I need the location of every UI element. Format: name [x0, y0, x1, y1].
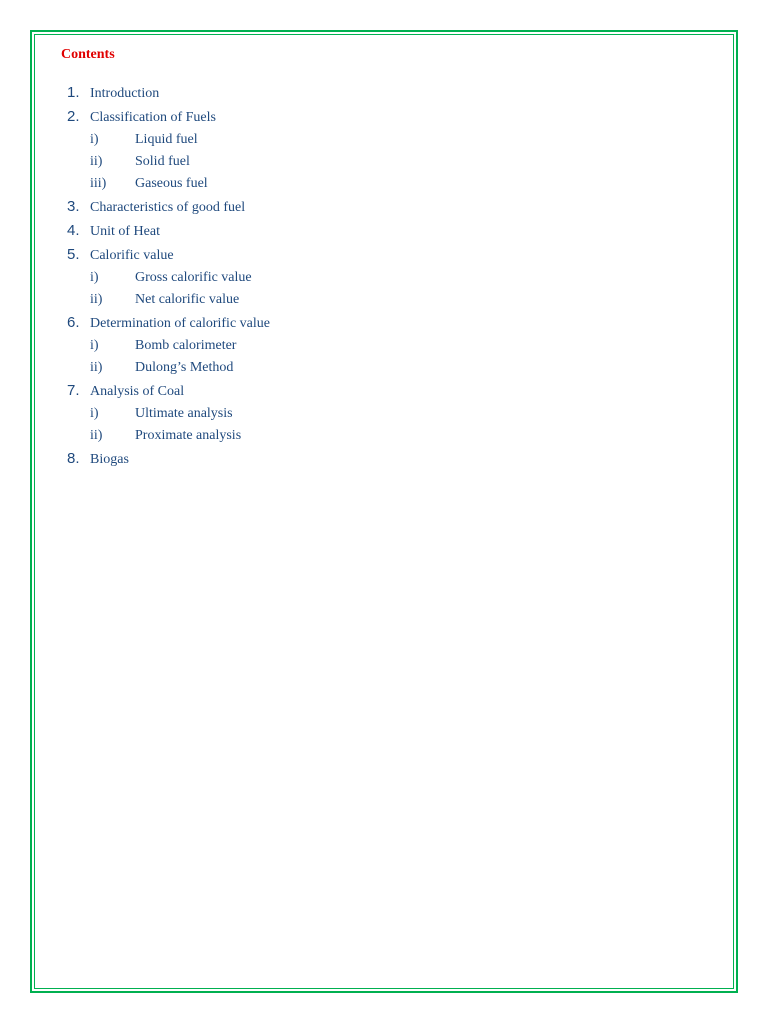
sub-item-label: Liquid fuel [135, 132, 198, 147]
sub-item [61, 267, 701, 289]
contents-item [61, 81, 701, 105]
item-label: Introduction [90, 86, 160, 101]
contents-item [61, 447, 701, 471]
contents-item [61, 219, 701, 243]
sub-item [61, 357, 701, 379]
sub-item-label: Gaseous fuel [135, 176, 208, 191]
sub-item-number: ii) [90, 428, 103, 443]
item-number: 2. [67, 108, 80, 125]
item-number: 4. [67, 222, 80, 239]
sub-item-number: i) [90, 406, 99, 421]
contents-item [61, 195, 701, 219]
item-label: Analysis of Coal [90, 384, 185, 399]
item-number: 1. [67, 84, 80, 101]
item-label: Unit of Heat [90, 224, 160, 239]
sub-item [61, 425, 701, 447]
sub-item-label: Net calorific value [135, 292, 240, 307]
sub-item-number: ii) [90, 292, 103, 307]
sub-item-number: i) [90, 132, 99, 147]
sub-item-label: Proximate analysis [135, 428, 242, 443]
item-number: 3. [67, 198, 80, 215]
item-label: Characteristics of good fuel [90, 200, 246, 215]
sub-item-label: Ultimate analysis [135, 406, 233, 421]
sub-item-number: iii) [90, 176, 107, 191]
contents-list [61, 81, 701, 471]
sub-item [61, 335, 701, 357]
contents-item [61, 243, 701, 311]
item-number: 5. [67, 246, 80, 263]
sub-item-number: i) [90, 338, 99, 353]
item-label: Calorific value [90, 248, 174, 263]
item-number: 8. [67, 450, 80, 467]
sub-list [61, 335, 701, 379]
sub-item-number: ii) [90, 154, 103, 169]
sub-list [61, 129, 701, 195]
sub-list [61, 267, 701, 311]
contents-item [61, 105, 701, 195]
sub-item-number: ii) [90, 360, 103, 375]
sub-list [61, 403, 701, 447]
contents-title: Contents [61, 47, 115, 62]
item-number: 7. [67, 382, 80, 399]
sub-item-label: Dulong’s Method [135, 360, 234, 375]
item-label: Determination of calorific value [90, 316, 270, 331]
sub-item-label: Gross calorific value [135, 270, 252, 285]
item-label: Classification of Fuels [90, 110, 216, 125]
item-number: 6. [67, 314, 80, 331]
sub-item-label: Bomb calorimeter [135, 338, 237, 353]
sub-item-number: i) [90, 270, 99, 285]
sub-item-label: Solid fuel [135, 154, 190, 169]
sub-item [61, 151, 701, 173]
sub-item [61, 403, 701, 425]
sub-item [61, 129, 701, 151]
contents-item [61, 311, 701, 379]
contents-item [61, 379, 701, 447]
sub-item [61, 289, 701, 311]
sub-item [61, 173, 701, 195]
contents-section [61, 45, 701, 471]
item-label: Biogas [90, 452, 129, 467]
